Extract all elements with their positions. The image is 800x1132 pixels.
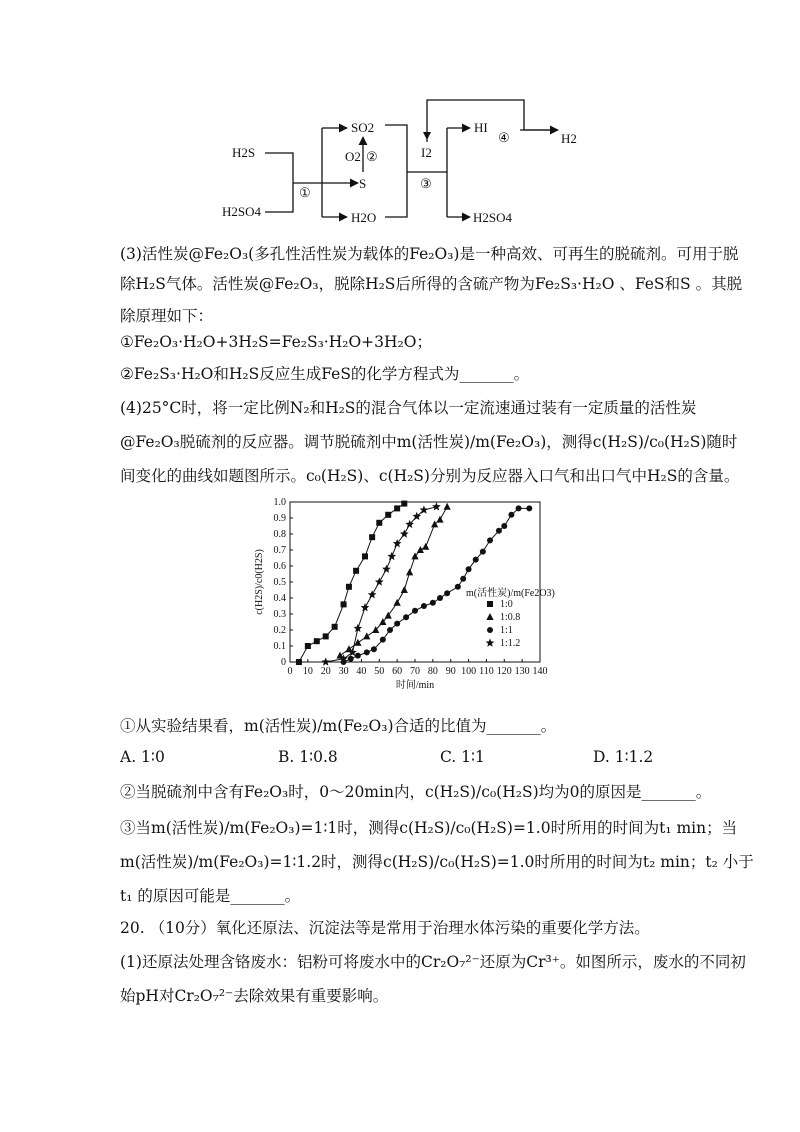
data-point-circle xyxy=(473,557,479,563)
text-line-3: 除原理如下： xyxy=(120,307,214,325)
data-point-circle xyxy=(466,566,472,572)
x-tick-label: 120 xyxy=(496,666,512,677)
data-point-square xyxy=(487,601,493,607)
flow-o2: O2 xyxy=(345,149,361,164)
data-point-star xyxy=(387,552,396,560)
option-a: A. 1∶0 xyxy=(120,748,165,766)
question-3c: t₁ 的原因可能是_______。 xyxy=(120,887,301,905)
data-point-triangle xyxy=(401,586,408,593)
data-point-circle xyxy=(496,528,502,534)
x-tick-label: 70 xyxy=(410,666,420,677)
data-point-circle xyxy=(487,627,493,633)
x-tick-label: 60 xyxy=(392,666,403,677)
question-3b: m(活性炭)/m(Fe₂O₃)=1∶1.2时，测得c(H₂S)/c₀(H₂S)=1.0时所用的时间为t₂ min；t₂ 小于 xyxy=(120,853,754,871)
flow-step4: ④ xyxy=(498,130,510,145)
x-tick-label: 0 xyxy=(287,666,293,677)
breakthrough-curve-chart xyxy=(0,490,800,705)
data-point-circle xyxy=(371,646,377,652)
flow-hi: HI xyxy=(474,120,488,135)
text-line-4: ①Fe₂O₃·H₂O+3H₂S=Fe₂S₃·H₂O+3H₂O； xyxy=(120,333,432,351)
question-1: ①从实验结果看，m(活性炭)/m(Fe₂O₃)合适的比值为_______。 xyxy=(120,717,557,735)
flow-h2o: H2O xyxy=(351,210,377,225)
data-point-circle xyxy=(387,627,393,633)
data-point-square xyxy=(385,512,391,518)
data-point-triangle xyxy=(422,543,429,550)
y-tick-label: 0.9 xyxy=(273,513,286,524)
data-point-circle xyxy=(437,595,443,601)
question-20-1b: 始pH对Cr₂O₇²⁻去除效果有重要影响。 xyxy=(120,987,389,1005)
x-tick-label: 40 xyxy=(356,666,367,677)
text-line-1: (3)活性炭@Fe₂O₃(多孔性活性炭为载体的Fe₂O₃)是一种高效、可再生的脱硫剂。可用于脱 xyxy=(120,245,739,263)
data-point-square xyxy=(401,501,407,507)
question-2: ②当脱硫剂中含有Fe₂O₃时，0～20min内，c(H₂S)/c₀(H₂S)均为0的原因是_______。 xyxy=(120,783,712,801)
text-line-7: @Fe₂O₃脱硫剂的反应器。调节脱硫剂中m(活性炭)/m(Fe₂O₃)，测得c(H₂S)/c₀(H₂S)随时 xyxy=(120,433,738,451)
x-tick-label: 110 xyxy=(479,666,494,677)
data-point-circle xyxy=(348,656,354,662)
question-3a: ③当m(活性炭)/m(Fe₂O₃)=1∶1时，测得c(H₂S)/c₀(H₂S)=1.0时所用的时间为t₁ min；当 xyxy=(120,819,738,837)
reaction-flow-diagram xyxy=(0,0,800,240)
data-point-square xyxy=(332,624,338,630)
data-point-circle xyxy=(355,653,361,659)
legend-title: m(活性炭)/m(Fe2O3) xyxy=(466,588,555,599)
x-tick-label: 130 xyxy=(514,666,530,677)
y-tick-label: 0.4 xyxy=(273,593,286,604)
legend-entry: 1:0 xyxy=(500,599,513,610)
data-point-circle xyxy=(364,649,370,655)
y-tick-label: 0.8 xyxy=(273,529,286,540)
data-point-triangle xyxy=(486,613,493,620)
y-tick-label: 0.7 xyxy=(273,545,286,556)
data-point-circle xyxy=(526,505,532,511)
data-point-star xyxy=(368,590,377,598)
data-point-triangle xyxy=(436,516,443,523)
data-point-circle xyxy=(460,576,466,582)
data-point-square xyxy=(341,601,347,607)
x-tick-label: 30 xyxy=(338,666,349,677)
flow-step1: ① xyxy=(299,185,311,200)
data-point-square xyxy=(314,638,320,644)
text-line-5: ②Fe₂S₃·H₂O和H₂S反应生成FeS的化学方程式为_______。 xyxy=(120,365,530,383)
data-point-circle xyxy=(403,614,409,620)
data-point-circle xyxy=(430,600,436,606)
flow-h2s: H2S xyxy=(232,145,256,160)
flow-step3: ③ xyxy=(420,176,432,191)
y-axis-label: c(H2S)/c0(H2S) xyxy=(254,549,265,615)
data-point-circle xyxy=(412,608,418,614)
legend-entry: 1:0.8 xyxy=(500,612,521,623)
data-point-circle xyxy=(455,584,461,590)
x-tick-label: 80 xyxy=(427,666,438,677)
data-point-square xyxy=(305,643,311,649)
data-point-circle xyxy=(380,637,386,643)
flow-h2so4-in: H2SO4 xyxy=(222,204,262,219)
data-point-circle xyxy=(421,603,427,609)
data-point-square xyxy=(362,553,368,559)
legend-entry: 1:1.2 xyxy=(500,638,521,649)
flow-h2so4-out: H2SO4 xyxy=(473,210,513,225)
data-point-square xyxy=(369,534,375,540)
data-point-triangle xyxy=(394,599,401,606)
text-line-2: 除H₂S气体。活性炭@Fe₂O₃，脱除H₂S后所得的含硫产物为Fe₂S₃·H₂O 、FeS和S 。其脱 xyxy=(120,275,743,293)
option-c: C. 1∶1 xyxy=(440,748,485,766)
option-d: D. 1∶1.2 xyxy=(593,748,654,766)
data-point-circle xyxy=(508,512,514,518)
x-axis-label: 时间/min xyxy=(395,680,435,691)
data-point-square xyxy=(296,659,302,665)
y-tick-label: 0.3 xyxy=(273,609,286,620)
data-point-triangle xyxy=(444,503,451,510)
series-1-0.8 xyxy=(336,503,450,659)
series-line xyxy=(340,507,447,656)
data-point-circle xyxy=(501,523,507,529)
y-tick-label: 0.5 xyxy=(273,577,286,588)
legend-entry: 1:1 xyxy=(500,625,513,636)
data-point-star xyxy=(486,638,495,646)
flow-s: S xyxy=(359,176,367,191)
question-20-1a: (1)还原法处理含铬废水：铝粉可将废水中的Cr₂O₇²⁻还原为Cr³⁺。如图所示，废水的不同初 xyxy=(120,953,746,971)
data-point-square xyxy=(323,633,329,639)
data-point-star xyxy=(361,603,370,611)
x-tick-label: 90 xyxy=(445,666,456,677)
x-tick-label: 100 xyxy=(461,666,477,677)
data-point-star xyxy=(321,657,330,665)
x-tick-label: 140 xyxy=(532,666,548,677)
data-point-star xyxy=(432,502,441,510)
x-tick-label: 50 xyxy=(374,666,385,677)
flow-step2: ② xyxy=(366,149,378,164)
data-point-triangle xyxy=(363,632,370,639)
series-1-0 xyxy=(296,501,407,665)
option-b: B. 1∶0.8 xyxy=(278,748,338,766)
data-point-circle xyxy=(480,549,486,555)
question-20: 20. （10分）氧化还原法、沉淀法等是常用于治理水体污染的重要化学方法。 xyxy=(120,919,650,937)
x-tick-label: 10 xyxy=(302,666,313,677)
text-line-6: (4)25°C时，将一定比例N₂和H₂S的混合气体以一定流速通过装有一定质量的活性炭 xyxy=(120,399,697,417)
data-point-square xyxy=(353,568,359,574)
flow-h2: H2 xyxy=(561,131,577,146)
data-point-star xyxy=(375,577,384,585)
x-tick-label: 20 xyxy=(320,666,331,677)
text-line-8: 间变化的曲线如题图所示。c₀(H₂S)、c(H₂S)分别为反应器入口气和出口气中H₂S的含量。 xyxy=(120,467,740,485)
data-point-circle xyxy=(394,621,400,627)
y-tick-label: 0.2 xyxy=(273,625,286,636)
flow-so2: SO2 xyxy=(351,120,375,135)
y-tick-label: 1.0 xyxy=(273,497,286,508)
data-point-circle xyxy=(444,590,450,596)
data-point-circle xyxy=(516,505,522,511)
data-point-star xyxy=(382,565,391,573)
data-point-square xyxy=(346,584,352,590)
data-point-square xyxy=(394,505,400,511)
flow-i2: I2 xyxy=(421,145,432,160)
y-tick-label: 0.1 xyxy=(273,641,286,652)
data-point-triangle xyxy=(406,568,413,575)
data-point-circle xyxy=(487,537,493,543)
data-point-star xyxy=(400,529,409,537)
data-point-square xyxy=(376,520,382,526)
y-tick-label: 0 xyxy=(281,657,286,668)
y-tick-label: 0.6 xyxy=(273,561,286,572)
